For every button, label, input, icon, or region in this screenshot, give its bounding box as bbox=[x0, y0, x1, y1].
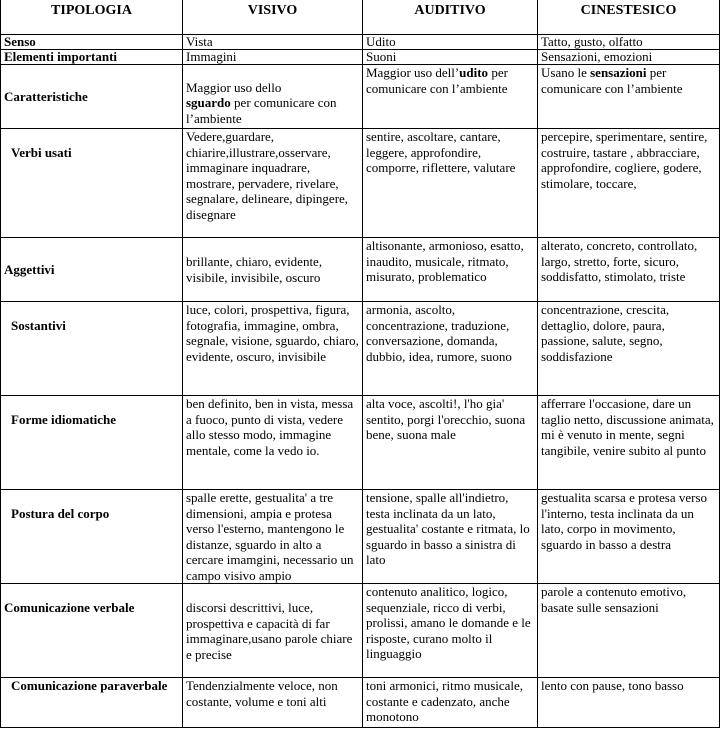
cell-auditivo: toni armonici, ritmo musicale, costante e cadenzato, anche monotono bbox=[363, 678, 538, 728]
cell-visivo: brillante, chiaro, evidente, visibile, invisibile, oscuro bbox=[183, 238, 363, 302]
cell-visivo: discorsi descrittivi, luce, prospettiva e capacità di far immaginare,usano parole chiare e precise bbox=[183, 584, 363, 678]
row-label-postura: Postura del corpo bbox=[1, 490, 183, 584]
table-row bbox=[1, 50, 720, 65]
cell-cinestesico: concentrazione, crescita, dettaglio, dolore, paura, passione, salute, segno, soddisfazione bbox=[538, 302, 720, 396]
cell-auditivo: altisonante, armonioso, esatto, inaudito, musicale, ritmato, misurato, problematico bbox=[363, 238, 538, 302]
table-row bbox=[1, 129, 720, 238]
text: Usano le bbox=[541, 65, 587, 80]
cell-cinestesico: afferrare l'occasione, dare un taglio netto, discussione animata, mi è venuto in mente, segni tangibile, venire subito al punto bbox=[538, 396, 720, 490]
table-row bbox=[1, 678, 720, 728]
bold-text: udito bbox=[459, 65, 489, 80]
table-row bbox=[1, 584, 720, 678]
cell-auditivo: contenuto analitico, logico, sequenziale, ricco di verbi, prolissi, amano le domande e le risposte, curano molto il linguaggio bbox=[363, 584, 538, 678]
cell-auditivo: armonia, ascolto, concentrazione, traduzione, conversazione, domanda, dubbio, idea, rumore, suono bbox=[363, 302, 538, 396]
text: per comunicare con l’ambiente bbox=[186, 95, 337, 126]
row-label-caratteristiche: Caratteristiche bbox=[1, 65, 183, 129]
row-label-forme: Forme idiomatiche bbox=[1, 396, 183, 490]
row-label-com-verbale: Comunicazione verbale bbox=[1, 584, 183, 678]
text: Maggior uso dell’ bbox=[366, 65, 460, 80]
cell-cinestesico: alterato, concreto, controllato, largo, stretto, forte, sicuro, soddisfatto, stimolato, triste bbox=[538, 238, 720, 302]
text: Maggior uso dello bbox=[186, 79, 282, 95]
table-header-row bbox=[1, 0, 720, 35]
cell-cinestesico: percepire, sperimentare, sentire, costruire, tastare , abbracciare, approfondire, cogliere, godere, stimolare, toccare, bbox=[538, 129, 720, 238]
bold-text: sensazioni bbox=[590, 65, 647, 80]
bold-text: sguardo bbox=[186, 95, 231, 110]
cell-cinestesico: Sensazioni, emozioni bbox=[538, 50, 720, 65]
row-label-com-paraverbale: Comunicazione paraverbale bbox=[1, 678, 183, 728]
cell-visivo: ben definito, ben in vista, messa a fuoco, punto di vista, vedere allo stesso modo, immagine mentale, come la vedo io. bbox=[183, 396, 363, 490]
cell-visivo bbox=[183, 65, 363, 129]
table-row bbox=[1, 65, 720, 129]
header-cinestesico: CINESTESICO bbox=[538, 0, 720, 35]
cell-cinestesico: Tatto, gusto, olfatto bbox=[538, 35, 720, 50]
header-visivo: VISIVO bbox=[183, 0, 363, 35]
text: per comunicare con l’ambiente bbox=[541, 65, 683, 96]
header-tipologia: TIPOLOGIA bbox=[1, 0, 183, 35]
cell-cinestesico: gestualita scarsa e protesa verso l'interno, testa inclinata da un lato, corpo in movimento, sguardo in basso a destra bbox=[538, 490, 720, 584]
cell-auditivo: sentire, ascoltare, cantare, leggere, approfondire, comporre, riflettere, valutare bbox=[363, 129, 538, 238]
table-row bbox=[1, 35, 720, 50]
cell-cinestesico bbox=[538, 65, 720, 129]
table-row bbox=[1, 396, 720, 490]
cell-auditivo: tensione, spalle all'indietro, testa inclinata da un lato, gestualita' costante e ritmata, lo sguardo in basso a sinistra di lato bbox=[363, 490, 538, 584]
row-label-sostantivi: Sostantivi bbox=[1, 302, 183, 396]
cell-auditivo: alta voce, ascolti!, l'ho gia' sentito, porgi l'orecchio, suona bene, suona male bbox=[363, 396, 538, 490]
table-row bbox=[1, 490, 720, 584]
cell-visivo: Tendenzialmente veloce, non costante, volume e toni alti bbox=[183, 678, 363, 728]
row-label-aggettivi: Aggettivi bbox=[1, 238, 183, 302]
cell-cinestesico: lento con pause, tono basso bbox=[538, 678, 720, 728]
table-row bbox=[1, 302, 720, 396]
cell-auditivo: Udito bbox=[363, 35, 538, 50]
cell-visivo: Vista bbox=[183, 35, 363, 50]
row-label-elementi: Elementi importanti bbox=[1, 50, 183, 65]
cell-auditivo bbox=[363, 65, 538, 129]
table-row bbox=[1, 238, 720, 302]
header-auditivo: AUDITIVO bbox=[363, 0, 538, 35]
cell-visivo: Immagini bbox=[183, 50, 363, 65]
cell-visivo: Vedere,guardare, chiarire,illustrare,osservare, immaginare inquadrare, mostrare, pervadere, rivelare, segnalare, delineare, dipingere, disegnare bbox=[183, 129, 363, 238]
cell-visivo: luce, colori, prospettiva, figura, fotografia, immagine, ombra, segnale, visione, sguardo, chiaro, evidente, oscuro, invisibile bbox=[183, 302, 363, 396]
text: per comunicare con l’ambiente bbox=[366, 65, 508, 96]
cell-visivo: spalle erette, gestualita' a tre dimensioni, ampia e protesa verso l'esterno, mantengono le distanze, sguardo in alto a cercare imamgini, necessario un campo visivo ampio bbox=[183, 490, 363, 584]
row-label-verbi: Verbi usati bbox=[1, 129, 183, 238]
cell-cinestesico: parole a contenuto emotivo, basate sulle sensazioni bbox=[538, 584, 720, 678]
cell-auditivo: Suoni bbox=[363, 50, 538, 65]
row-label-senso: Senso bbox=[1, 35, 183, 50]
